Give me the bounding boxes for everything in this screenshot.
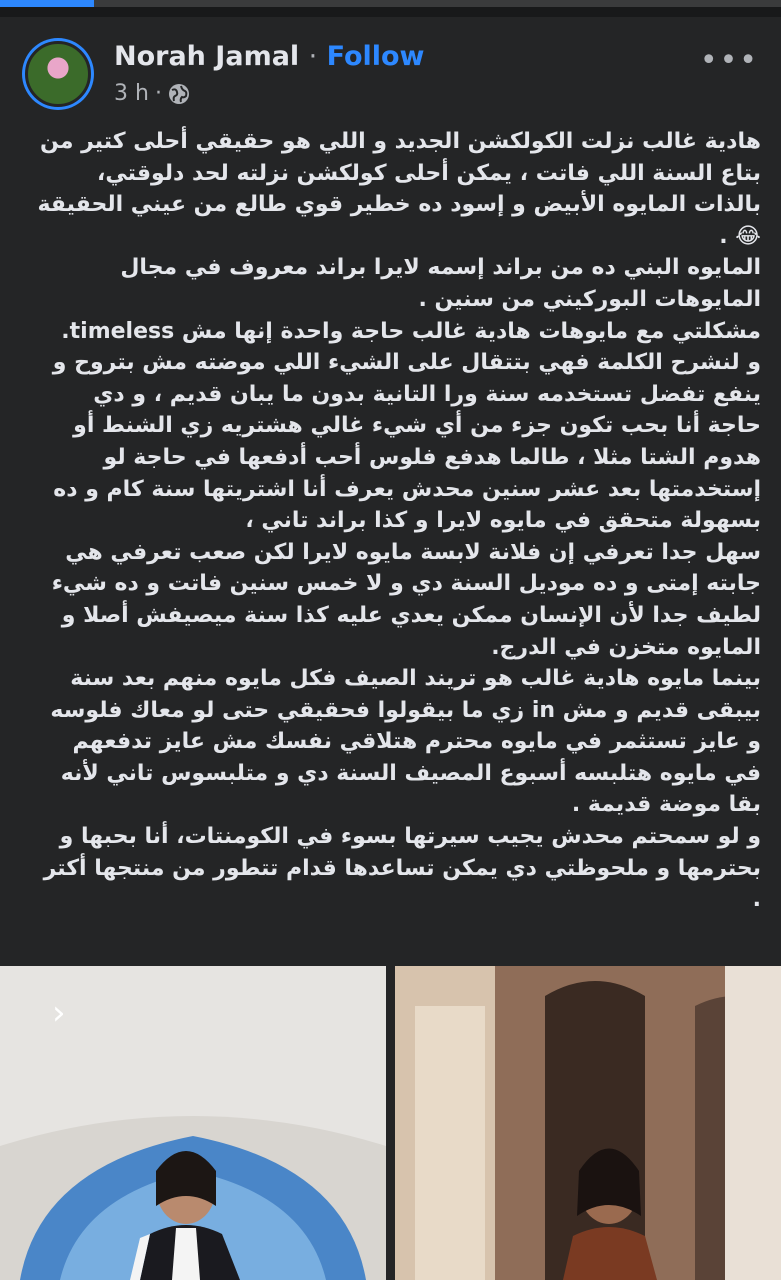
avatar-image: [25, 41, 91, 107]
story-progress-bar: [0, 0, 781, 7]
post-paragraph: هادية غالب نزلت الكولكشن الجديد و اللي هو حقيقي أحلى كتير من بتاع السنة اللي فاتت ، يمكن أحلى كولكشن نزلته لحد دلوقتي، بالذات المايوه الأبيض و إسود ده خطير قوي طالع من عيني الحقيقة 😂 .: [37, 129, 761, 249]
post-media: [0, 966, 781, 1280]
photo-white-swimsuit[interactable]: [0, 966, 386, 1280]
post-paragraph: و لو سمحتم محدش يجيب سيرتها بسوء في الكومنتات، أنا بحبها و بحترمها و ملحوظتي دي يمكن تساعدها قدام تتطور من منتجها أكتر .: [43, 824, 761, 913]
story-progress-fill: [0, 0, 94, 7]
post-paragraph: سهل جدا تعرفي إن فلانة لابسة مايوه لايرا لكن صعب تعرفي هي جابته إمتى و ده موديل السنة دي و لا خمس سنين فاتت و ده شيء لطيف جدا لأن الإنسان ممكن يعدي عليه كذا سنة ميصيفش أصلا و المايوه متخزن في الدرج.: [51, 539, 761, 660]
post-time[interactable]: 3 h: [114, 81, 149, 106]
post-paragraph: المايوه البني ده من براند إسمه لايرا براند معروف في مجال المايوهات البوركيني من سنين .: [120, 255, 761, 312]
top-divider: [0, 7, 781, 17]
post-paragraph: مشكلتي مع مايوهات هادية غالب حاجة واحدة إنها مش timeless.: [61, 318, 761, 344]
more-options-icon[interactable]: •••: [699, 43, 759, 78]
globe-icon[interactable]: [168, 83, 190, 105]
post-paragraph: و لنشرح الكلمة فهي بتتقال على الشيء اللي موضته مش بتروح و ينفع تفضل تستخدمه سنة ورا التانية بدون ما يبان قديم ، و دي حاجة أنا بحب تكون جزء من أي شيء غالي هشتريه زي الشنط أو هدوم الشتا مثلا ، طالما هدفع فلوس أحب أدفعها في حاجة لو إستخدمتها بعد عشر سنين محدش يعرف أنا اشتريتها سنة كام و ده بسهولة متحقق في مايوه لايرا و كذا براند تاني ،: [52, 350, 761, 534]
post-paragraph: بينما مايوه هادية غالب هو تريند الصيف فكل مايوه منهم بعد سنة بيبقى قديم و مش in زي ما بيقولوا فحقيقي حتى لو معاك فلوسه و عايز تستثمر في مايوه محترم هتلاقي نفسك مش عايز تدفعهم في مايوه هتلبسه أسبوع المصيف السنة دي و متلبسوس تاني لأنه بقا موضة قديمة .: [50, 666, 761, 818]
name-separator: ·: [308, 41, 318, 72]
author-name[interactable]: Norah Jamal: [114, 41, 300, 72]
photo-brown-swimsuit[interactable]: [395, 966, 781, 1280]
post-text: [34, 126, 761, 916]
chevron-right-icon[interactable]: ›: [52, 993, 66, 1033]
follow-button[interactable]: Follow: [326, 41, 425, 72]
avatar[interactable]: [22, 38, 94, 110]
post-header: [0, 17, 781, 117]
author-line: [114, 41, 425, 72]
time-separator: ·: [154, 81, 162, 106]
post-meta: [114, 81, 190, 106]
